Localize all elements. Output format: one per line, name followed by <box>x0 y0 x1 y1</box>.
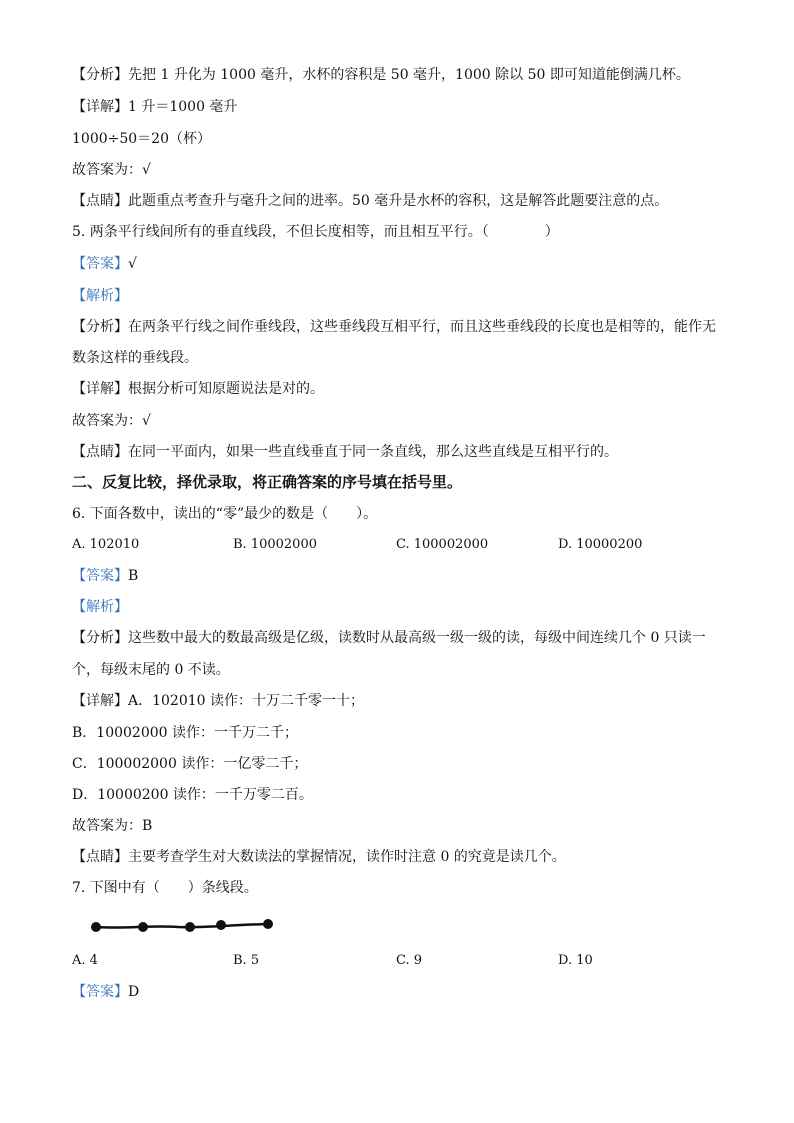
q7-option-b: B. 5 <box>233 953 260 968</box>
answer-tag: 【答案】 <box>72 984 128 1000</box>
q4-analysis <box>72 66 690 84</box>
q5-analysis-cont: 数条这样的垂线段。 <box>72 350 198 366</box>
segment-line <box>96 924 268 928</box>
q6-option-a: A. 102010 <box>72 537 140 552</box>
q6-option-d: D. 10000200 <box>558 537 643 552</box>
analysis-text: 这些数中最大的数最高级是亿级，读数时从最高级一级一级的读，每级中间连续几个 0 只读一 <box>128 630 706 646</box>
answer-value: √ <box>128 256 137 272</box>
explain-tag: 【解析】 <box>72 599 128 615</box>
q7-option-a: A. 4 <box>72 953 98 968</box>
q6-analysis <box>72 629 706 647</box>
q6-explain <box>72 598 128 616</box>
answer-tag: 【答案】 <box>72 256 128 272</box>
q4-answer-line: 故答案为：√ <box>72 162 151 178</box>
q4-calc: 1000÷50＝20（杯） <box>72 131 211 147</box>
q5-explain <box>72 287 128 305</box>
point-tag: 【点睛】 <box>72 193 128 209</box>
analysis-tag: 【分析】 <box>72 630 128 646</box>
point-text: 主要考查学生对大数读法的掌握情况，读作时注意 0 的究竟是读几个。 <box>128 849 566 865</box>
q5-detail <box>72 380 324 398</box>
q7-answer <box>72 983 139 1001</box>
segment-point <box>138 922 148 932</box>
q7-question: 7. 下图中有（ ）条线段。 <box>72 880 258 896</box>
q6-detail-b: B．10002000 读作：一千万二千； <box>72 725 298 741</box>
q5-answer <box>72 255 137 273</box>
q5-point <box>72 443 618 461</box>
segment-point <box>185 922 195 932</box>
q6-detail-c: C．100002000 读作：一亿零二千； <box>72 756 308 772</box>
analysis-text: 在两条平行线之间作垂线段，这些垂线段互相平行，而且这些垂线段的长度也是相等的，能作无 <box>128 319 716 335</box>
q6-question: 6. 下面各数中，读出的“零”最少的数是（ ）。 <box>72 506 378 522</box>
answer-value: B <box>128 568 139 584</box>
answer-tag: 【答案】 <box>72 568 128 584</box>
detail-tag: 【详解】 <box>72 99 128 115</box>
q6-answer <box>72 567 138 585</box>
point-tag: 【点睛】 <box>72 444 128 460</box>
detail-text: 1 升＝1000 毫升 <box>128 99 238 115</box>
q5-answer-line: 故答案为：√ <box>72 413 151 429</box>
q7-option-c: C. 9 <box>396 953 423 968</box>
explain-tag: 【解析】 <box>72 288 128 304</box>
section-heading: 二、反复比较，择优录取，将正确答案的序号填在括号里。 <box>72 473 463 491</box>
detail-text: 根据分析可知原题说法是对的。 <box>128 381 324 397</box>
detail-tag: 【详解】 <box>72 381 128 397</box>
point-text: 在同一平面内，如果一些直线垂直于同一条直线，那么这些直线是互相平行的。 <box>128 444 618 460</box>
analysis-tag: 【分析】 <box>72 67 128 83</box>
q5-analysis <box>72 318 716 336</box>
point-text: 此题重点考查升与毫升之间的进率。50 毫升是水杯的容积，这是解答此题要注意的点。 <box>128 193 669 209</box>
q6-analysis-cont: 个，每级末尾的 0 不读。 <box>72 662 230 678</box>
q6-option-c: C. 100002000 <box>396 537 489 552</box>
line-segment-figure <box>88 913 288 939</box>
analysis-tag: 【分析】 <box>72 319 128 335</box>
q6-answer-line: 故答案为：B <box>72 818 153 834</box>
detail-tag: 【详解】 <box>72 693 128 709</box>
segment-point <box>91 922 101 932</box>
answer-value: D <box>128 984 140 1000</box>
q6-option-b: B. 10002000 <box>233 537 317 552</box>
q5-question: 5. 两条平行线间所有的垂直线段，不但长度相等，而且相互平行。（ ） <box>72 224 559 240</box>
q7-option-d: D. 10 <box>558 953 593 968</box>
point-tag: 【点睛】 <box>72 849 128 865</box>
segment-point <box>263 919 273 929</box>
segment-point <box>216 920 226 930</box>
analysis-text: 先把 1 升化为 1000 毫升，水杯的容积是 50 毫升，1000 除以 50 即可知道能倒满几杯。 <box>128 67 690 83</box>
q6-detail <box>72 692 364 710</box>
q4-detail <box>72 98 237 116</box>
q6-point <box>72 848 566 866</box>
detail-text-a: A．102010 读作：十万二千零一十； <box>128 693 365 709</box>
q4-point <box>72 192 668 210</box>
q6-detail-d: D．10000200 读作：一千万零二百。 <box>72 787 313 803</box>
